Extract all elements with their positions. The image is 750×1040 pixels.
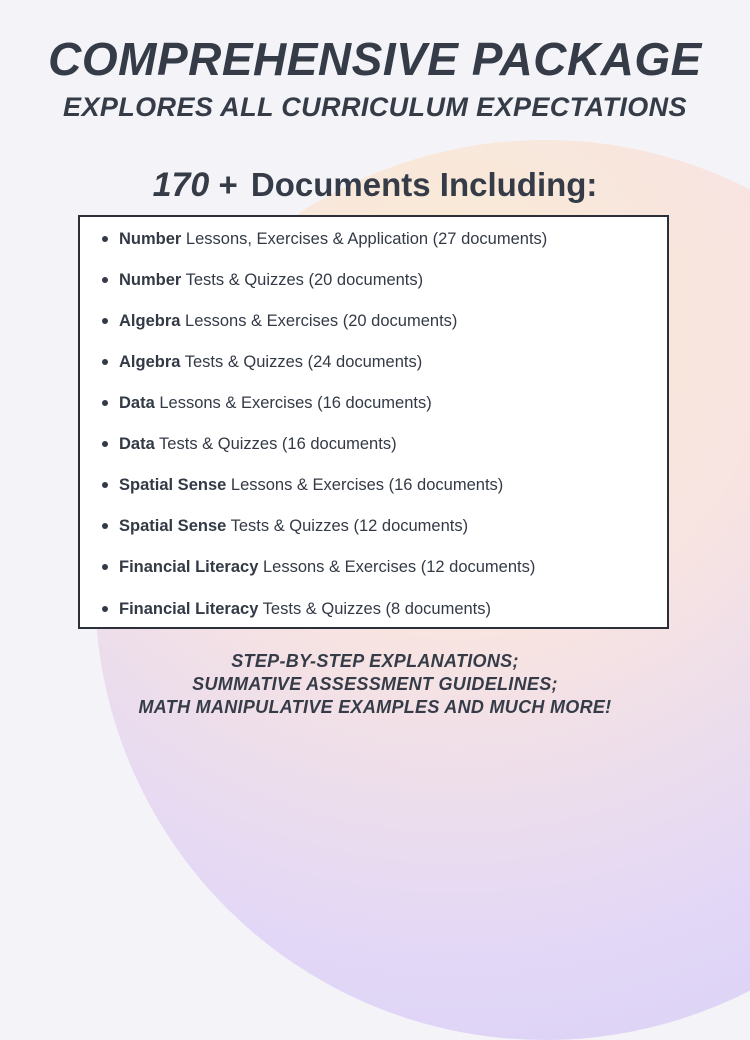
list-item — [80, 227, 667, 251]
footer-line: STEP-BY-STEP EXPLANATIONS; — [231, 651, 519, 671]
list-item-description: Tests & Quizzes (20 documents) — [181, 271, 424, 289]
list-item-strand: Financial Literacy — [119, 600, 259, 618]
footer-line: MATH MANIPULATIVE EXAMPLES AND MUCH MORE! — [138, 697, 612, 717]
list-item — [80, 432, 667, 456]
document-count-heading — [0, 166, 750, 205]
list-item-text — [119, 432, 397, 456]
list-item-text — [119, 350, 422, 374]
bullet-icon — [102, 523, 108, 529]
list-item-text — [119, 268, 423, 292]
page-title: COMPREHENSIVE PACKAGE — [48, 33, 702, 85]
list-item-description: Lessons & Exercises (16 documents) — [226, 476, 504, 494]
list-item-strand: Algebra — [119, 353, 181, 371]
list-item-strand: Data — [119, 394, 155, 412]
list-item — [80, 555, 667, 579]
list-item-strand: Spatial Sense — [119, 517, 227, 535]
list-item — [80, 473, 667, 497]
list-item-strand: Algebra — [119, 312, 181, 330]
list-item-text — [119, 227, 547, 251]
footer-line: SUMMATIVE ASSESSMENT GUIDELINES; — [192, 674, 558, 694]
list-item-description: Tests & Quizzes (16 documents) — [154, 435, 397, 453]
document-count-label: Documents Including: — [250, 166, 598, 203]
list-item-text — [119, 309, 457, 333]
bullet-icon — [102, 400, 108, 406]
list-item-text — [119, 597, 491, 621]
bullet-icon — [102, 441, 108, 447]
list-item — [80, 350, 667, 374]
list-item — [80, 597, 667, 621]
bullet-icon — [102, 318, 108, 324]
bullet-icon — [102, 606, 108, 612]
bullet-icon — [102, 277, 108, 283]
document-count-number: 170 — [152, 166, 210, 204]
list-item-strand: Financial Literacy — [119, 558, 259, 576]
list-item-description: Tests & Quizzes (8 documents) — [258, 600, 492, 618]
bullet-icon — [102, 564, 108, 570]
document-list-box — [78, 215, 669, 629]
list-item-text — [119, 514, 468, 538]
list-item — [80, 309, 667, 333]
list-item-strand: Number — [119, 230, 182, 248]
list-item-text — [119, 555, 535, 579]
list-item-strand: Number — [119, 271, 182, 289]
list-item-text — [119, 391, 432, 415]
list-item — [80, 268, 667, 292]
list-item — [80, 514, 667, 538]
list-item-description: Lessons & Exercises (20 documents) — [180, 312, 458, 330]
list-item-text — [119, 473, 503, 497]
list-item-description: Lessons, Exercises & Application (27 documents) — [181, 230, 548, 248]
page-subtitle: EXPLORES ALL CURRICULUM EXPECTATIONS — [63, 92, 687, 122]
list-item-strand: Data — [119, 435, 155, 453]
bullet-icon — [102, 359, 108, 365]
list-item-description: Tests & Quizzes (12 documents) — [226, 517, 469, 535]
footer-features — [0, 650, 750, 719]
list-item-description: Lessons & Exercises (12 documents) — [258, 558, 536, 576]
bullet-icon — [102, 482, 108, 488]
list-item-description: Lessons & Exercises (16 documents) — [154, 394, 432, 412]
document-count-plus: + — [218, 166, 238, 203]
list-item-strand: Spatial Sense — [119, 476, 227, 494]
list-item — [80, 391, 667, 415]
bullet-icon — [102, 236, 108, 242]
list-item-description: Tests & Quizzes (24 documents) — [180, 353, 423, 371]
